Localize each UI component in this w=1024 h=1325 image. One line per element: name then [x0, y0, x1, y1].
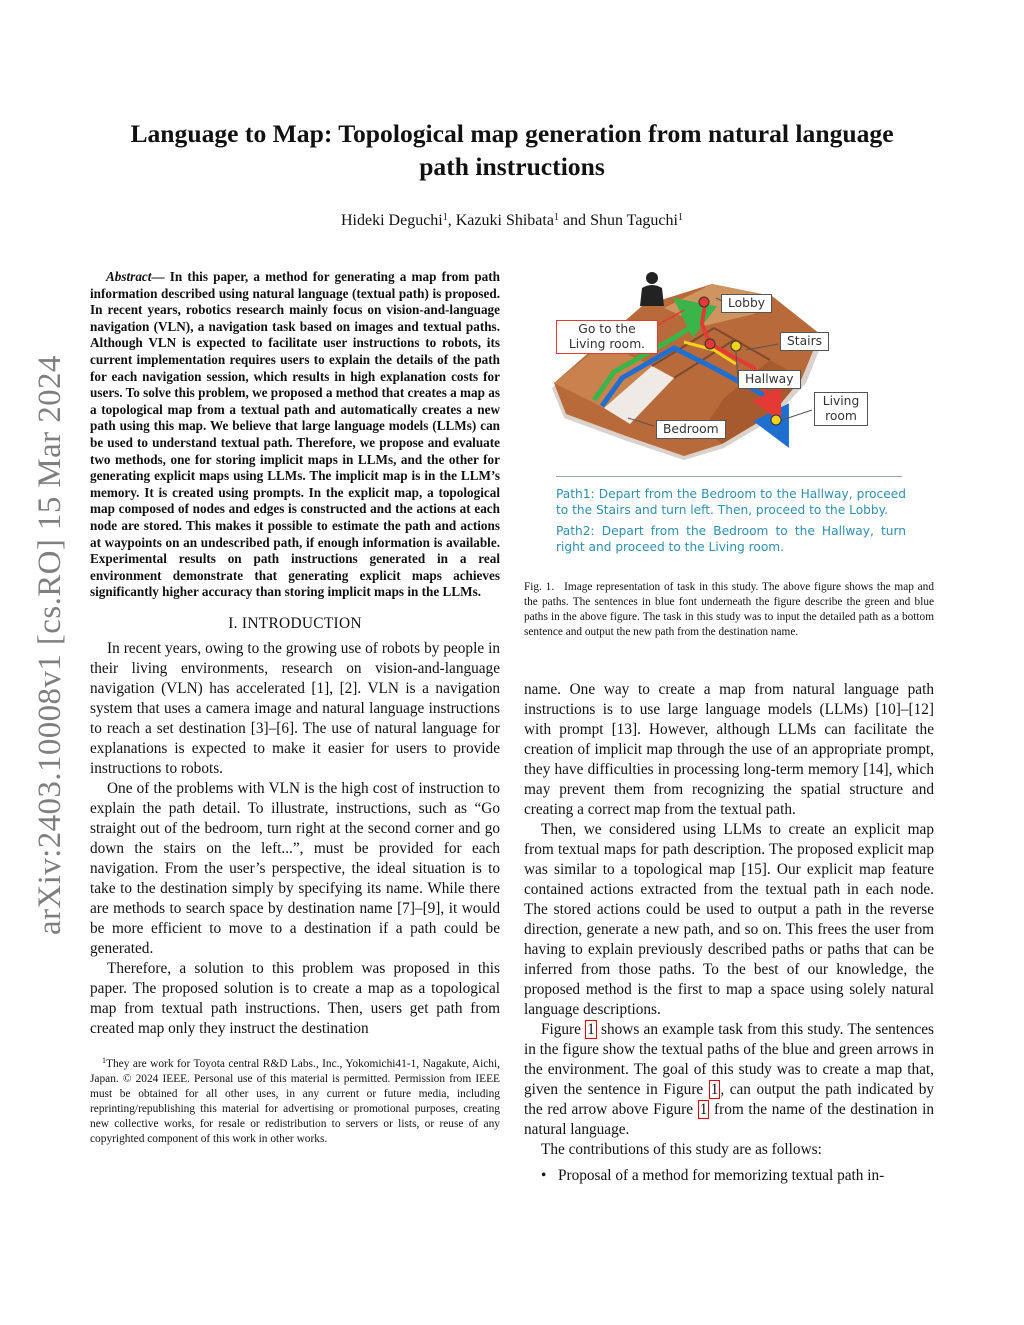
right-paragraph-3 — [524, 1020, 934, 1140]
affiliation-mark: 1 — [677, 212, 683, 223]
text-run: from the name of the destination in natural language. — [524, 1101, 934, 1138]
text-run: , can output the path indicated by the red arrow above Figure — [524, 1081, 934, 1118]
paper-title — [80, 117, 944, 183]
caption-text: Image representation of task in this study. The above figure shows the map and the paths. The sentences in blue font underneath the figure describe the green and blue paths in the above figure. The task in this study was to input the detailed path as a bottom sentence and output the new path from the destination name. — [524, 581, 934, 638]
author-list — [80, 210, 944, 232]
intro-paragraph-1: In recent years, owing to the growing use of robots by people in their living environments, research on vision-and-language navigation (VLN) has accelerated [1], [2]. VLN is a navigation system that uses a camera image and natural language instructions to reach a set destination [3]–[6]. The use of natural language for explanations is expected to make it easier for users to provide instructions to robots. — [90, 639, 500, 777]
footnote-mark: 1 — [102, 1055, 106, 1065]
text-run: shows an example task from this study. The sentences in the figure show the textual paths of the blue and green arrows in the environment. The goal of this study was to create a map that, given the sentence in Figure — [524, 1021, 934, 1098]
path1-description: Path1: Depart from the Bedroom to the Hallway, proceed to the Stairs and turn left. Then, proceed to the Lobby. — [556, 487, 906, 517]
figure-1 — [524, 268, 934, 568]
caption-label: Fig. 1. — [524, 581, 555, 593]
figure-reference-link[interactable]: 1 — [587, 1021, 595, 1038]
right-paragraph-2: Then, we considered using LLMs to create an explicit map from textual maps for path description. The proposed explicit map was similar to a topological map [15]. Our explicit map feature contained actions extracted from the textual path in each node. The stored actions could be used to output a path in the reverse direction, generate a new path, and so on. This frees the user from having to explain previously described paths or paths that can be inferred from those paths. To the best of our knowledge, the proposed method is the first to map a space using solely natural language descriptions. — [524, 821, 934, 1018]
label-go-to-living-room: Go to the Living room. — [556, 320, 658, 354]
node-living-marker — [771, 415, 781, 425]
label-leader — [782, 410, 812, 420]
affiliation-mark: 1 — [442, 212, 448, 223]
label-bedroom: Bedroom — [656, 420, 726, 439]
intro-paragraph-2: One of the problems with VLN is the high cost of instruction to explain the path detail. To illustrate, instructions, such as “Go straight out of the bedroom, turn right at the second corner and go down the stairs on the left...”, must be provided for each navigation. From the user’s perspective, the ideal situation is to take to the destination simply by specifying its name. While there are methods to search space by destination name [7]–[9], it would be more efficient to move to a destination if a path could be generated. — [90, 779, 500, 957]
figure-caption — [524, 580, 934, 640]
abstract-dash: — — [151, 269, 170, 284]
label-stairs: Stairs — [780, 332, 829, 351]
title-line-2: path instructions — [419, 152, 605, 181]
label-hallway: Hallway — [738, 370, 801, 389]
author-2: Kazuki Shibata — [455, 212, 554, 229]
footnote — [90, 1057, 500, 1147]
node-lobby-marker — [699, 297, 709, 307]
figure-reference-link[interactable]: 1 — [710, 1081, 719, 1098]
abstract-label: Abstract — [106, 269, 152, 284]
author-3: Shun Taguchi — [590, 212, 678, 229]
contribution-item: • Proposal of a method for memorizing textual path in- — [524, 1166, 934, 1186]
contribution-list — [524, 1166, 934, 1186]
section-heading-introduction: I. INTRODUCTION — [228, 614, 362, 632]
label-lobby: Lobby — [721, 294, 772, 313]
node-hallway-marker — [731, 341, 741, 351]
arxiv-identifier: arXiv:2403.10008v1 [cs.RO] 15 Mar 2024 — [32, 355, 68, 935]
abstract — [90, 269, 500, 601]
figure-reference-link[interactable]: 1 — [699, 1101, 708, 1118]
abstract-text: In this paper, a method for generating a map from path information described using natural language (textual path) is proposed. In recent years, robotics research mainly focus on vision-and-language navigation (VLN), a navigation task based on images and textual paths. Although VLN is expected to facilitate user instructions to robots, its current implementation requires users to explain the details of the path for each navigation session, which results in high explanation costs for users. To solve this problem, we proposed a method that creates a map as a topological map from a textual path and automatically creates a new path using this map. We believe that large language models (LLMs) can be used to understand textual path. Therefore, we propose and evaluate two methods, one for storing implicit maps in LLMs, and the other for generating explicit maps using LLMs. The implicit map is in the LLM’s memory. It is created using prompts. In the explicit map, a topological map composed of nodes and edges is constructed and the actions at each node are stored. This makes it possible to estimate the path and actions at waypoints on an undescribed path, if enough information is available. Experimental results on path instructions generated in a real environment demonstrate that generating explicit maps achieves significantly higher accuracy than storing implicit maps in the LLMs. — [90, 269, 500, 600]
figure-divider — [556, 476, 902, 477]
right-paragraph-4: The contributions of this study are as follows: — [541, 1141, 822, 1158]
intro-paragraph-3: Therefore, a solution to this problem was proposed in this paper. The proposed solution is to create a map as a topological map from textual path instructions. Then, users get path from created map only they instruct the destination — [90, 959, 500, 1037]
node-stairs-marker — [705, 339, 715, 349]
author-separator: and — [558, 212, 591, 229]
author-separator: , — [447, 212, 456, 229]
author-1: Hideki Deguchi — [341, 212, 443, 229]
person-icon — [640, 272, 664, 306]
right-column — [524, 268, 934, 1186]
path2-description: Path2: Depart from the Bedroom to the Hallway, turn right and proceed to the Living room. — [556, 524, 906, 554]
label-living-room: Living room — [814, 392, 868, 426]
affiliation-mark: 1 — [553, 212, 559, 223]
left-column — [90, 269, 500, 1147]
text-run: Figure — [541, 1021, 586, 1038]
title-line-1: Language to Map: Topological map generation from natural language — [130, 119, 894, 148]
right-paragraph-1: name. One way to create a map from natural language path instructions is to use large language models (LLMs) [10]–[12] with prompt [13]. However, although LLMs can facilitate the creation of implicit map through the use of an appropriate prompt, they have difficulties in processing long-term memory [14], which may prevent them from recognizing the spatial structure and creating a correct map from the textual path. — [524, 681, 934, 818]
footnote-text: They are work for Toyota central R&D Labs., Inc., Yokomichi41-1, Nagakute, Aichi, Japan. © 2024 IEEE. Personal use of this material is permitted. Permission from IEEE must be obtained for all other uses, in any current or future media, including reprinting/republishing this material for advertising or promotional purposes, creating new collective works, for resale or redistribution to servers or lists, or reuse of any copyrighted component of this work in other works. — [90, 1057, 500, 1145]
